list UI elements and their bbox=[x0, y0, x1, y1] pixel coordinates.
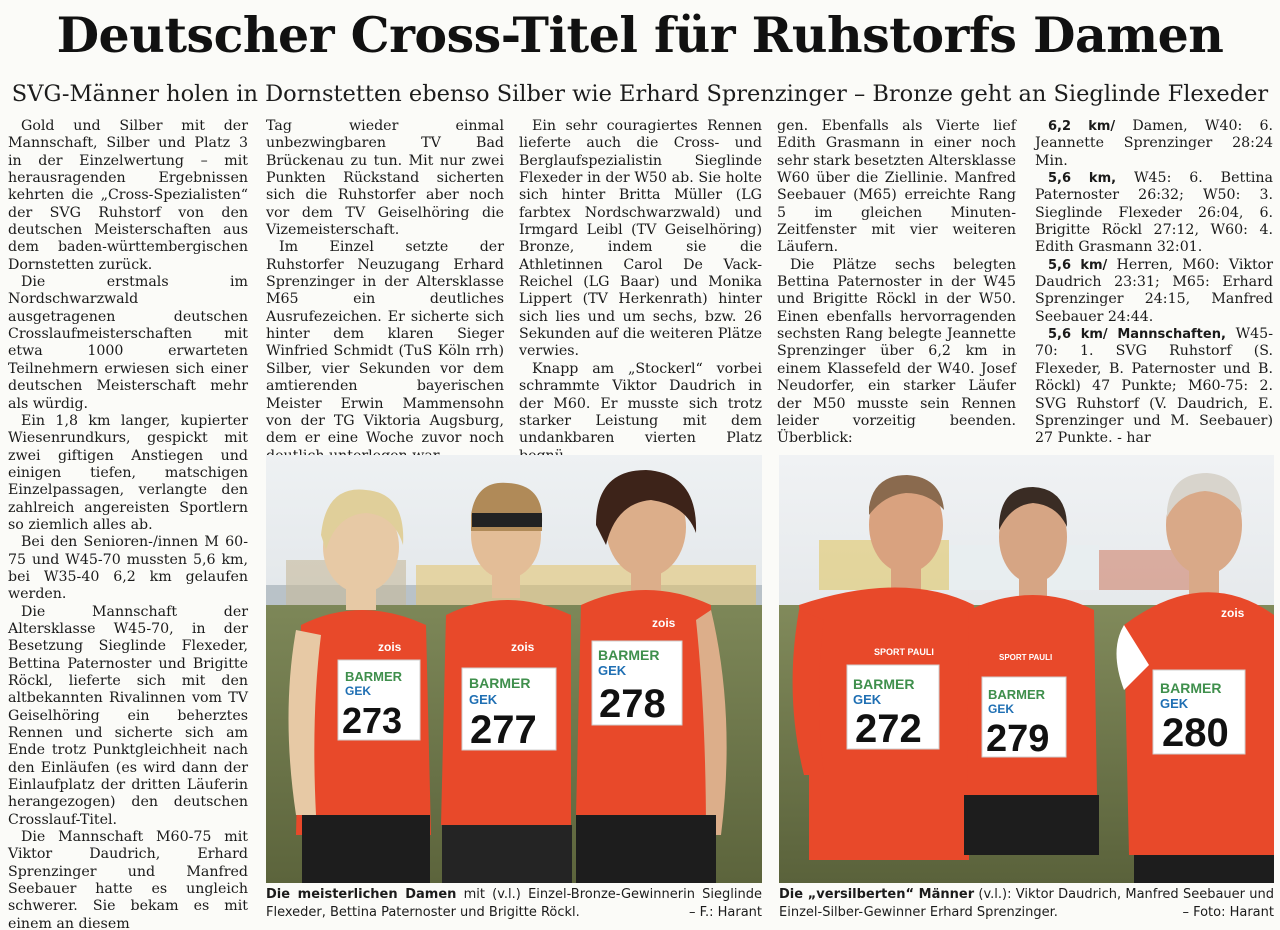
bib-sponsor-text: BARMER bbox=[345, 669, 403, 684]
paragraph: Ein 1,8 km langer, kupierter Wiesenrundkurs, gespickt mit zwei giftigen Anstiegen und einigen tiefen, matschigen Einzelpassagen, verlangte den zahlreich angereisten Sportlern so ziemlich alles ab. bbox=[8, 412, 248, 533]
bib-number: 278 bbox=[599, 682, 666, 726]
photo-caption-men bbox=[779, 886, 1274, 926]
paragraph: Die Mannschaft der Altersklasse W45-70, in der Besetzung Sieglinde Flexeder, Bettina Paternoster und Brigitte Röckl, lieferte sich mit den altbekannten Rivalinnen vom TV Geiselhöring ein beherztes Rennen und sicherte sich am Ende trotz Punktgleichheit nach den Einläufen (es wird dann der Einlaufplatz der dritten Läuferin herangezogen) den deutschen Crosslauf-Titel. bbox=[8, 603, 248, 828]
bib-number: 272 bbox=[855, 707, 922, 751]
bib-number: 277 bbox=[470, 708, 537, 752]
shirt-text: SPORT PAULI bbox=[999, 653, 1053, 662]
result-label: 5,6 km, bbox=[1048, 171, 1117, 187]
subheadline: SVG-Männer holen in Dornstetten ebenso Silber wie Erhard Sprenzinger – Bronze geht an Sieglinde Flexeder bbox=[11, 81, 1269, 107]
photo-women-illustration bbox=[266, 455, 762, 883]
photo-credit: – F.: Harant bbox=[688, 904, 762, 920]
bib-sponsor-text: BARMER bbox=[469, 675, 531, 691]
shirt-logo: zois bbox=[1221, 606, 1245, 620]
bib-sponsor-text: GEK bbox=[345, 684, 372, 698]
result-label: 5,6 km/ Mannschaften, bbox=[1048, 327, 1226, 343]
result-entry bbox=[1035, 118, 1273, 170]
bib-sponsor-text: GEK bbox=[469, 692, 498, 707]
paragraph: Die Mannschaft M60-75 mit Viktor Daudrich, Erhard Sprenzinger und Manfred Seebauer hatte es ungleich schwerer. Sie bekam es mit einem an diesem bbox=[8, 829, 248, 930]
bib-sponsor-text: BARMER bbox=[598, 647, 660, 663]
result-label: 5,6 km/ bbox=[1048, 257, 1108, 273]
caption-lead: Die „versilberten“ Männer bbox=[779, 887, 975, 902]
caption-text: mit (v.l.) Einzel-Bronze-Gewinnerin Sieglinde Flexeder, Bettina Paternoster und Brigitte Röckl. bbox=[266, 887, 762, 920]
paragraph: Gold und Silber mit der Mannschaft, Silber und Platz 3 in der Einzelwertung – mit herausragenden Ergebnissen kehrten die „Cross-Spezialisten“ der SVG Ruhstorf von den deutschen Meisterschaften aus dem baden-württembergischen Dornstetten zurück. bbox=[8, 118, 248, 273]
result-entry bbox=[1035, 257, 1273, 326]
bib-number: 273 bbox=[342, 700, 403, 741]
results-column bbox=[1035, 118, 1273, 458]
paragraph: Bei den Senioren-/innen M 60-75 und W45-70 mussten 5,6 km, bei W35-40 6,2 km gelaufen werden. bbox=[8, 534, 248, 603]
photo-caption-women bbox=[266, 886, 762, 926]
bib-number: 280 bbox=[1162, 711, 1229, 755]
paragraph: gen. Ebenfalls als Vierte lief Edith Grasmann in einer noch sehr stark besetzten Altersklasse W60 über die Ziellinie. Manfred Seebauer (M65) erreichte Rang 5 im gleichen Minuten-Zeitfenster mit vier weiteren Läufern. bbox=[777, 118, 1017, 256]
caption-lead: Die meisterlichen Damen bbox=[266, 887, 457, 902]
paragraph: Knapp am „Stockerl“ vorbei schrammte Viktor Daudrich in der M60. Er musste sich trotz starker Leistung mit dem undankbaren vierten Platz bbox=[519, 360, 762, 447]
bib-sponsor-text: BARMER bbox=[988, 687, 1046, 702]
headline: Deutscher Cross-Titel für Ruhstorfs Damen bbox=[56, 6, 1224, 64]
paragraph: Im Einzel setzte der Ruhstorfer Neuzugang Erhard Sprenzinger in der Altersklasse M65 ein deutliches Ausrufezeichen. Er sicherte sich hinter dem klaren Sieger Winfried Schmidt (TuS Köln rrh) Silber, vier Sekunden vor dem amtierenden bayerischen Meister Erwin Mammensohn von der TG Viktoria Augsburg, dem er eine Woche zuvor noch bbox=[266, 239, 504, 447]
bib-sponsor-text: BARMER bbox=[1160, 680, 1222, 696]
paragraph: Die erstmals im Nordschwarzwald ausgetragenen deutschen Crosslaufmeisterschaften mit etwa 1000 erwarteten Teilnehmern erwiesen sich einer deutschen Meisterschaft mehr als würdig. bbox=[8, 274, 248, 412]
result-label: 6,2 km/ bbox=[1048, 119, 1116, 134]
photo-women-team bbox=[266, 455, 762, 883]
shirt-text: SPORT PAULI bbox=[874, 647, 934, 657]
result-entry bbox=[1035, 326, 1273, 447]
shirt-logo: zois bbox=[511, 640, 535, 654]
bib-sponsor-text: GEK bbox=[598, 663, 627, 678]
bib-sponsor-text: GEK bbox=[988, 702, 1015, 716]
shirt-logo: zois bbox=[378, 640, 402, 654]
article-column-4 bbox=[777, 118, 1016, 458]
photo-credit: – Foto: Harant bbox=[1182, 904, 1274, 920]
bib-sponsor-text: GEK bbox=[853, 692, 882, 707]
bib-sponsor-text: GEK bbox=[1160, 696, 1189, 711]
article-column-2 bbox=[266, 118, 504, 458]
result-text: Damen, W40: 6. Jeannette Sprenzinger 28:24 Min. bbox=[1035, 118, 1273, 169]
caption-text: (v.l.): Viktor Daudrich, Manfred Seebauer und Einzel-Silber-Gewinner Erhard Sprenzinger. bbox=[779, 887, 1274, 920]
result-text: W45-70: 1. SVG Ruhstorf (S. Flexeder, B. Paternoster und B. Röckl) 47 Punkte; M60-75: 2. SVG Ruhstorf (V. Daudrich, E. Sprenzinger und M. Seebauer) 27 Punkte. - har bbox=[1035, 326, 1273, 447]
paragraph: Tag wieder einmal unbezwingbaren TV Bad Brückenau zu tun. Mit nur zwei Punkten Rückstand sicherten sich die Ruhstorfer aber noch vor dem TV Geiselhöring die Vizemeisterschaft. bbox=[266, 118, 504, 239]
bib-number: 279 bbox=[986, 718, 1050, 760]
photo-men-illustration bbox=[779, 455, 1274, 883]
bib-sponsor-text: BARMER bbox=[853, 676, 915, 692]
result-text: W45: 6. Bettina Paternoster 26:32; W50: 3. Sieglinde Flexeder 26:04, 6. Brigitte Röckl 27:12, W60: 4. Edith Grasmann 32:01. bbox=[1035, 170, 1274, 256]
paragraph: Ein sehr couragiertes Rennen lieferte auch die Cross- und Berglaufspezialistin Sieglinde Flexeder in der W50 ab. Sie holte sich hinter Britta Müller (LG farbtex Nordschwarzwald) und Irmgard Leibl (TV Geiselhöring) Bronze, indem sie die Athletinnen Carol De Vack-Reichel (LG Baar) und Monika Lippert (TV Herkenrath) hinter sich lies und um sechs, bzw. 26 Sekunden auf die weiteren Plätze verwies. bbox=[519, 118, 762, 360]
paragraph: Die Plätze sechs belegten Bettina Paternoster in der W45 und Brigitte Röckl in der W50. Einen ebenfalls hervorragenden sechsten Rang belegte Jeannette Sprenzinger über 6,2 km in einem Klassefeld der W40. Josef Neudorfer, ein starker Läufer der M50 musste sein Rennen leider vorzeitig beenden. Überblick: bbox=[777, 256, 1016, 447]
article-column-1 bbox=[8, 118, 248, 930]
article-column-3 bbox=[519, 118, 762, 458]
shirt-logo: zois bbox=[652, 616, 676, 630]
result-text: Herren, M60: Viktor Daudrich 23:31; M65: Erhard Sprenzinger 24:15, Manfred Seebauer 24:44. bbox=[1035, 256, 1273, 325]
photo-men-team bbox=[779, 455, 1274, 883]
result-entry bbox=[1035, 170, 1273, 257]
